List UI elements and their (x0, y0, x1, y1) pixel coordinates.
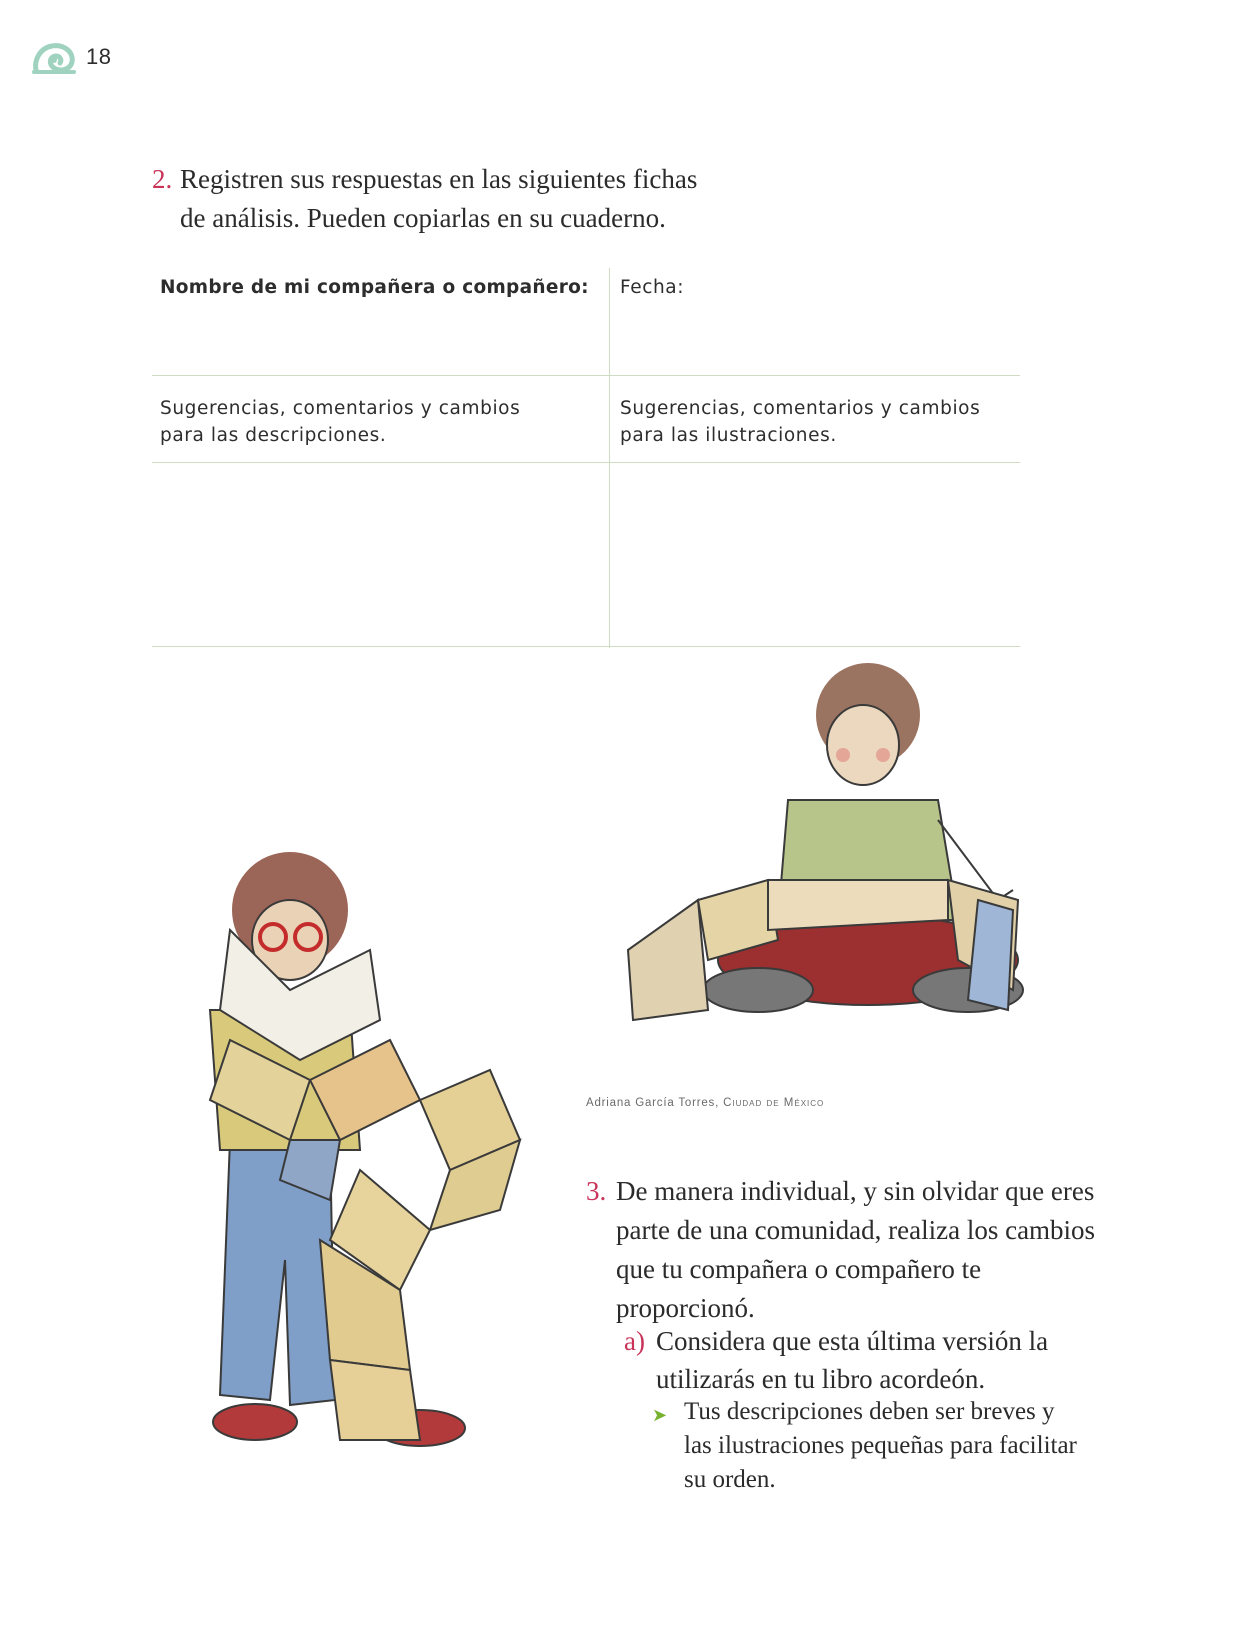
card-column-divider (609, 268, 610, 648)
illustrations-label-line: para las ilustraciones. (620, 425, 837, 446)
instruction-number: 3. (586, 1176, 607, 1206)
sub-instruction-text: Considera que esta última versión la utilizarás en tu libro acordeón. (656, 1326, 1049, 1394)
name-field-label: Nombre de mi compañera o compañero: (160, 277, 589, 298)
date-field-label: Fecha: (620, 277, 685, 298)
descriptions-label-line: para las descripciones. (160, 425, 387, 446)
descriptions-field-label (160, 395, 520, 449)
instruction-number: 2. (152, 164, 173, 194)
card-row-divider (152, 462, 1020, 463)
snail-shell-icon (32, 40, 76, 76)
standing-child-illustration (170, 840, 570, 1490)
bullet-item (652, 1395, 1082, 1497)
analysis-card (152, 268, 1020, 648)
sub-instruction-letter: a) (624, 1326, 645, 1356)
descriptions-label-line: Sugerencias, comentarios y cambios (160, 398, 521, 419)
instruction-text: De manera individual, y sin olvidar que eres parte de una comunidad, realiza los cambios que tu compañera o compañero te proporcionó. (616, 1176, 1096, 1323)
card-row-divider (152, 375, 1020, 376)
caption-place: Ciudad de México (723, 1097, 825, 1109)
card-bottom-line (152, 646, 1020, 647)
illustrations-field-label (620, 395, 980, 449)
page-number: 18 (86, 44, 112, 69)
illustration-caption (586, 1097, 824, 1109)
bullet-text: Tus descripciones deben ser breves y las ilustraciones pequeñas para facilitar su orden. (684, 1398, 1077, 1493)
sitting-child-illustration (618, 660, 1058, 1070)
instruction-2 (152, 160, 712, 238)
arrow-bullet-icon: ➤ (652, 1405, 668, 1425)
sub-instruction-a (624, 1322, 1084, 1398)
caption-author: Adriana García Torres, (586, 1097, 724, 1109)
instruction-text: Registren sus respuestas en las siguientes fichas de análisis. Pueden copiarlas en su cuaderno. (180, 164, 698, 233)
instruction-3 (586, 1172, 1106, 1328)
illustrations-label-line: Sugerencias, comentarios y cambios (620, 398, 981, 419)
